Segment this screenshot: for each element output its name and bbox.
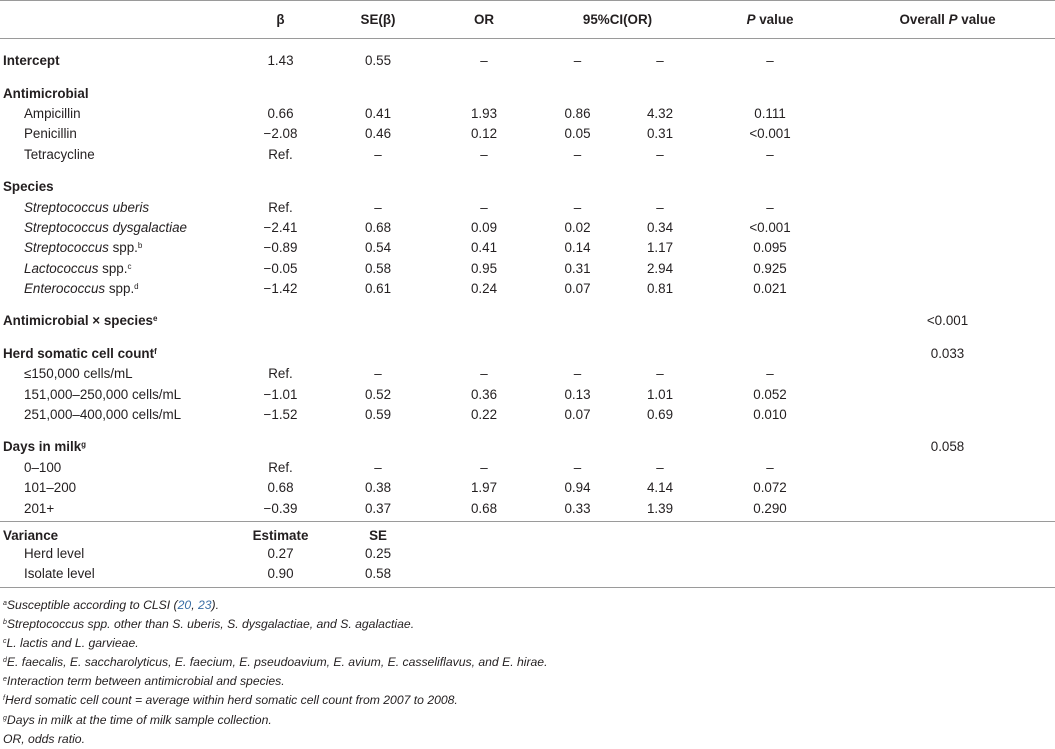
variance-label: Variance — [3, 527, 59, 543]
intercept-row — [0, 51, 1055, 71]
table-row: Ampicillin 0.66 0.41 1.93 0.86 4.32 0.111 — [24, 105, 786, 121]
header-beta: β — [238, 1, 323, 39]
section-interaction — [0, 311, 1055, 331]
section-antimicrobial — [0, 83, 1055, 103]
header-se-beta: SE(β) — [323, 1, 433, 39]
table-row: 251,000–400,000 cells/mL −1.52 0.59 0.22 0.07 0.69 0.010 — [24, 407, 787, 423]
table-row: 0–100 Ref. – – – – – — [24, 459, 774, 475]
section-label: Herd somatic cell count$^f$ — [3, 345, 157, 361]
citation-link[interactable]: 20 — [177, 598, 192, 612]
table-row: Penicillin −2.08 0.46 0.12 0.05 0.31 <0.001 — [24, 126, 791, 142]
table-row: 151,000–250,000 cells/mL −1.01 0.52 0.36 0.13 1.01 0.052 — [24, 386, 787, 402]
table-row: 101–200 0.68 0.38 1.97 0.94 4.14 0.072 — [24, 480, 787, 496]
table-row: Isolate level 0.90 0.58 — [24, 566, 392, 582]
header-p-value: P value — [700, 1, 840, 39]
table-row: Tetracycline Ref. – – – – – — [24, 146, 774, 162]
variance-header-row — [0, 521, 1055, 543]
footnote-f: $^f$Herd somatic cell count = average within herd somatic cell count from 2007 to 2008. — [3, 693, 458, 708]
table-row: ≤150,000 cells/mL Ref. – – – – – — [24, 366, 774, 382]
table-row: Streptococcus dysgalactiae −2.41 0.68 0.09 0.02 0.34 <0.001 — [24, 219, 791, 235]
table-row: Herd level 0.27 0.25 — [24, 546, 392, 561]
se-cell: 0.55 — [364, 53, 392, 69]
table-row: Streptococcus uberis Ref. – – – – – — [24, 199, 774, 215]
footnote-c: $^c$L. lactis and L. garvieae. — [3, 636, 139, 651]
overall-p-cell: <0.001 — [926, 313, 969, 329]
citation-link[interactable]: 23 — [197, 598, 212, 612]
section-label: Antimicrobial — [3, 85, 89, 101]
overall-p-cell: 0.033 — [930, 345, 965, 361]
p-cell: – — [766, 53, 774, 69]
footnote-e: $^e$Interaction term between antimicrobial and species. — [3, 674, 285, 689]
ci-high-cell: – — [656, 53, 664, 69]
row-label: Intercept — [3, 53, 60, 69]
table-row: Streptococcus spp.$^b$ −0.89 0.54 0.41 0.14 1.17 0.095 — [24, 240, 787, 256]
section-label: Days in milk$^g$ — [3, 439, 87, 455]
ci-low-cell: – — [573, 53, 582, 69]
section-species — [0, 176, 1055, 196]
or-cell: – — [480, 53, 488, 69]
section-days-in-milk — [0, 437, 1055, 457]
section-label: Antimicrobial × species$^e$ — [3, 313, 158, 329]
footnote-a: $^a$Susceptible according to CLSI (20, 23). — [3, 598, 219, 612]
header-overall-p: Overall P value — [840, 1, 1055, 39]
footnote-or: OR, odds ratio. — [3, 731, 85, 746]
estimate-header: Estimate — [252, 527, 309, 543]
header-ci: 95%CI(OR) — [535, 1, 700, 39]
footnote-b: $^b$Streptococcus spp. other than S. uberis, S. dysgalactiae, and S. agalactiae. — [3, 617, 415, 632]
footnote-d: $^d$E. faecalis, E. saccharolyticus, E. faecium, E. pseudoavium, E. avium, E. casseliflavus, and E. hirae. — [3, 655, 548, 670]
header-row — [0, 1, 1055, 39]
section-herd-scc — [0, 343, 1055, 363]
header-or: OR — [433, 1, 535, 39]
beta-cell: 1.43 — [267, 53, 294, 69]
variance-se-header: SE — [369, 527, 387, 543]
table-row: 201+ −0.39 0.37 0.68 0.33 1.39 0.290 — [24, 500, 787, 516]
table-row: Lactococcus spp.$^c$ −0.05 0.58 0.95 0.31 2.94 0.925 — [24, 260, 787, 276]
footnotes — [3, 596, 547, 749]
footnote-g: $^g$Days in milk at the time of milk sample collection. — [3, 712, 272, 727]
table-row: Enterococcus spp.$^d$ −1.42 0.61 0.24 0.07 0.81 0.021 — [24, 281, 787, 297]
section-label: Species — [3, 179, 54, 195]
overall-p-cell: 0.058 — [930, 439, 965, 455]
header-blank — [0, 1, 238, 39]
